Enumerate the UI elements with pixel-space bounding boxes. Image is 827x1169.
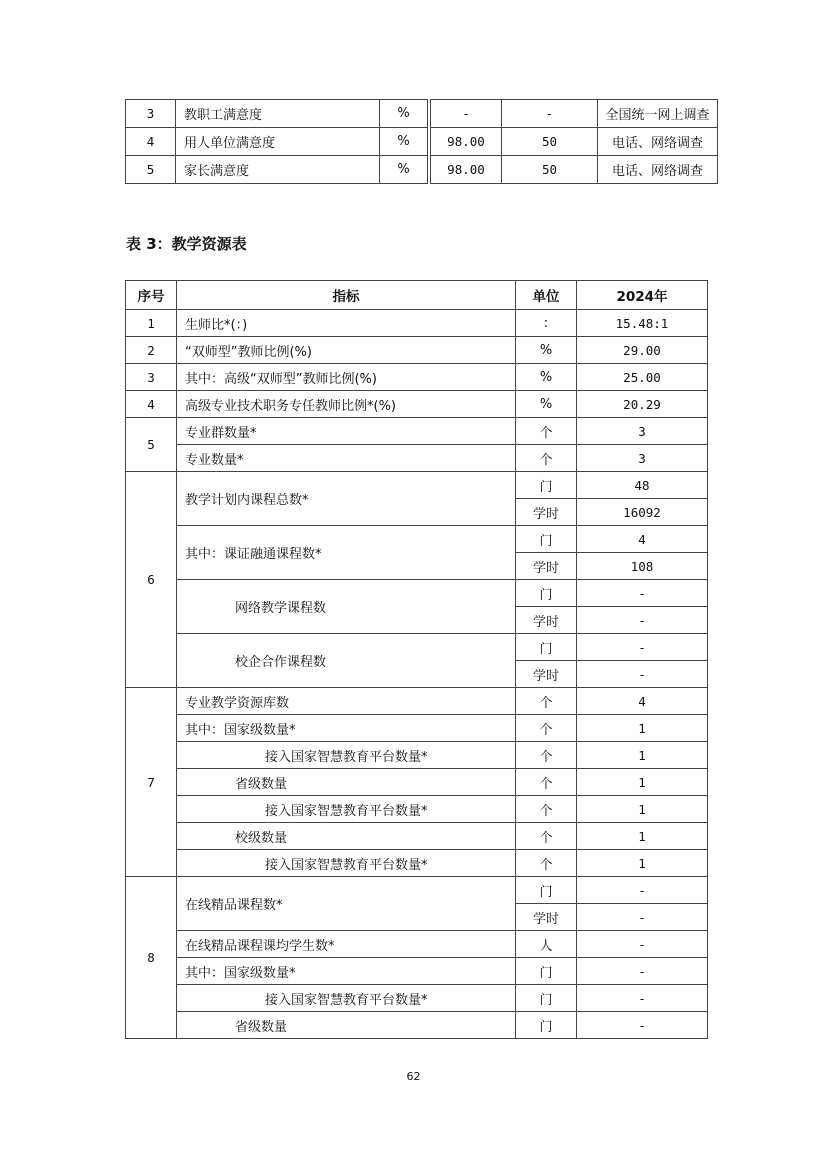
indicator-cell: 教学计划内课程总数* [177, 472, 516, 526]
table-row [126, 310, 708, 337]
table-row [126, 796, 708, 823]
unit-cell: 学时 [516, 499, 577, 526]
unit-cell: 门 [516, 985, 577, 1012]
value-cell: - [431, 100, 502, 128]
value-cell: 1 [577, 715, 708, 742]
indicator-cell: 家长满意度 [176, 156, 380, 184]
table-row [126, 931, 708, 958]
value-cell: - [577, 958, 708, 985]
header-year: 2024年 [577, 281, 708, 310]
indicator-cell: 省级数量 [177, 769, 516, 796]
value-cell: 4 [577, 688, 708, 715]
row-number: 4 [126, 128, 176, 156]
table-row [126, 391, 708, 418]
value-cell: 15.48:1 [577, 310, 708, 337]
value-cell: 98.00 [431, 128, 502, 156]
value-cell: 25.00 [577, 364, 708, 391]
row-number: 7 [126, 688, 177, 877]
value-cell: 48 [577, 472, 708, 499]
unit-cell: 个 [516, 769, 577, 796]
row-number: 2 [126, 337, 177, 364]
value-cell: - [577, 904, 708, 931]
unit-cell: 个 [516, 688, 577, 715]
indicator-cell: 校企合作课程数 [177, 634, 516, 688]
indicator-cell: 接入国家智慧教育平台数量* [177, 796, 516, 823]
table-row [126, 445, 708, 472]
table-row [126, 580, 708, 607]
unit-cell: 门 [516, 634, 577, 661]
table-title: 表 3：教学资源表 [126, 235, 247, 253]
indicator-cell: 其中：国家级数量* [177, 715, 516, 742]
value-cell: 20.29 [577, 391, 708, 418]
table-header-row [126, 281, 708, 310]
row-number: 3 [126, 100, 176, 128]
table-row [126, 715, 708, 742]
indicator-cell: 省级数量 [177, 1012, 516, 1039]
indicator-cell: 接入国家智慧教育平台数量* [177, 742, 516, 769]
value-cell: - [577, 877, 708, 904]
value-cell: 50 [502, 128, 598, 156]
value-cell: - [577, 1012, 708, 1039]
method-cell: 电话、网络调查 [598, 156, 718, 184]
indicator-cell: 在线精品课程数* [177, 877, 516, 931]
value-cell: 98.00 [431, 156, 502, 184]
unit-cell: % [380, 100, 428, 128]
unit-cell: 个 [516, 850, 577, 877]
teaching-resources-table [125, 280, 708, 1039]
value-cell: - [577, 580, 708, 607]
indicator-cell: 校级数量 [177, 823, 516, 850]
indicator-cell: 专业教学资源库数 [177, 688, 516, 715]
indicator-cell: 生师比*(：) [177, 310, 516, 337]
row-number: 4 [126, 391, 177, 418]
table-row [126, 742, 708, 769]
indicator-cell: 接入国家智慧教育平台数量* [177, 985, 516, 1012]
unit-cell: 学时 [516, 553, 577, 580]
indicator-cell: 在线精品课程课均学生数* [177, 931, 516, 958]
indicator-cell: 专业群数量* [177, 418, 516, 445]
table-row [126, 337, 708, 364]
table-row [126, 823, 708, 850]
unit-cell: % [380, 128, 428, 156]
satisfaction-table [125, 99, 718, 184]
row-number: 6 [126, 472, 177, 688]
value-cell: 3 [577, 445, 708, 472]
value-cell: 108 [577, 553, 708, 580]
table-row [126, 769, 708, 796]
indicator-cell: 接入国家智慧教育平台数量* [177, 850, 516, 877]
table-row [126, 418, 708, 445]
unit-cell: : [516, 310, 577, 337]
table-row [126, 364, 708, 391]
header-indicator: 指标 [177, 281, 516, 310]
unit-cell: 人 [516, 931, 577, 958]
value-cell: 16092 [577, 499, 708, 526]
value-cell: 1 [577, 796, 708, 823]
table-row [126, 100, 718, 128]
unit-cell: % [516, 364, 577, 391]
table-row [126, 877, 708, 904]
value-cell: - [502, 100, 598, 128]
unit-cell: 门 [516, 1012, 577, 1039]
table-row [126, 156, 718, 184]
row-number: 8 [126, 877, 177, 1039]
value-cell: 1 [577, 823, 708, 850]
unit-cell: 门 [516, 877, 577, 904]
value-cell: 29.00 [577, 337, 708, 364]
value-cell: 1 [577, 850, 708, 877]
table-row [126, 128, 718, 156]
indicator-cell: 其中：国家级数量* [177, 958, 516, 985]
indicator-cell: 教职工满意度 [176, 100, 380, 128]
indicator-cell: 其中：高级“双师型”教师比例(%) [177, 364, 516, 391]
table-row [126, 850, 708, 877]
row-number: 5 [126, 418, 177, 472]
unit-cell: 学时 [516, 661, 577, 688]
row-number: 1 [126, 310, 177, 337]
unit-cell: 个 [516, 742, 577, 769]
unit-cell: 个 [516, 796, 577, 823]
unit-cell: 个 [516, 823, 577, 850]
unit-cell: 个 [516, 445, 577, 472]
value-cell: 4 [577, 526, 708, 553]
table-row [126, 1012, 708, 1039]
indicator-cell: 高级专业技术职务专任教师比例*(%) [177, 391, 516, 418]
table-row [126, 634, 708, 661]
indicator-cell: 网络教学课程数 [177, 580, 516, 634]
unit-cell: 门 [516, 958, 577, 985]
unit-cell: 学时 [516, 904, 577, 931]
unit-cell: 门 [516, 472, 577, 499]
unit-cell: 个 [516, 715, 577, 742]
unit-cell: % [516, 391, 577, 418]
row-number: 5 [126, 156, 176, 184]
table-row [126, 526, 708, 553]
table-row [126, 472, 708, 499]
header-unit: 单位 [516, 281, 577, 310]
unit-cell: % [380, 156, 428, 184]
unit-cell: % [516, 337, 577, 364]
table-row [126, 958, 708, 985]
header-number: 序号 [126, 281, 177, 310]
value-cell: - [577, 931, 708, 958]
value-cell: 50 [502, 156, 598, 184]
value-cell: - [577, 634, 708, 661]
row-number: 3 [126, 364, 177, 391]
value-cell: 3 [577, 418, 708, 445]
value-cell: 1 [577, 769, 708, 796]
value-cell: - [577, 661, 708, 688]
table-row [126, 985, 708, 1012]
unit-cell: 门 [516, 526, 577, 553]
value-cell: 1 [577, 742, 708, 769]
method-cell: 全国统一网上调查 [598, 100, 718, 128]
indicator-cell: “双师型”教师比例(%) [177, 337, 516, 364]
indicator-cell: 专业数量* [177, 445, 516, 472]
unit-cell: 学时 [516, 607, 577, 634]
indicator-cell: 其中：课证融通课程数* [177, 526, 516, 580]
method-cell: 电话、网络调查 [598, 128, 718, 156]
page-number: 62 [406, 1070, 421, 1083]
value-cell: - [577, 607, 708, 634]
unit-cell: 门 [516, 580, 577, 607]
indicator-cell: 用人单位满意度 [176, 128, 380, 156]
unit-cell: 个 [516, 418, 577, 445]
value-cell: - [577, 985, 708, 1012]
table-row [126, 688, 708, 715]
